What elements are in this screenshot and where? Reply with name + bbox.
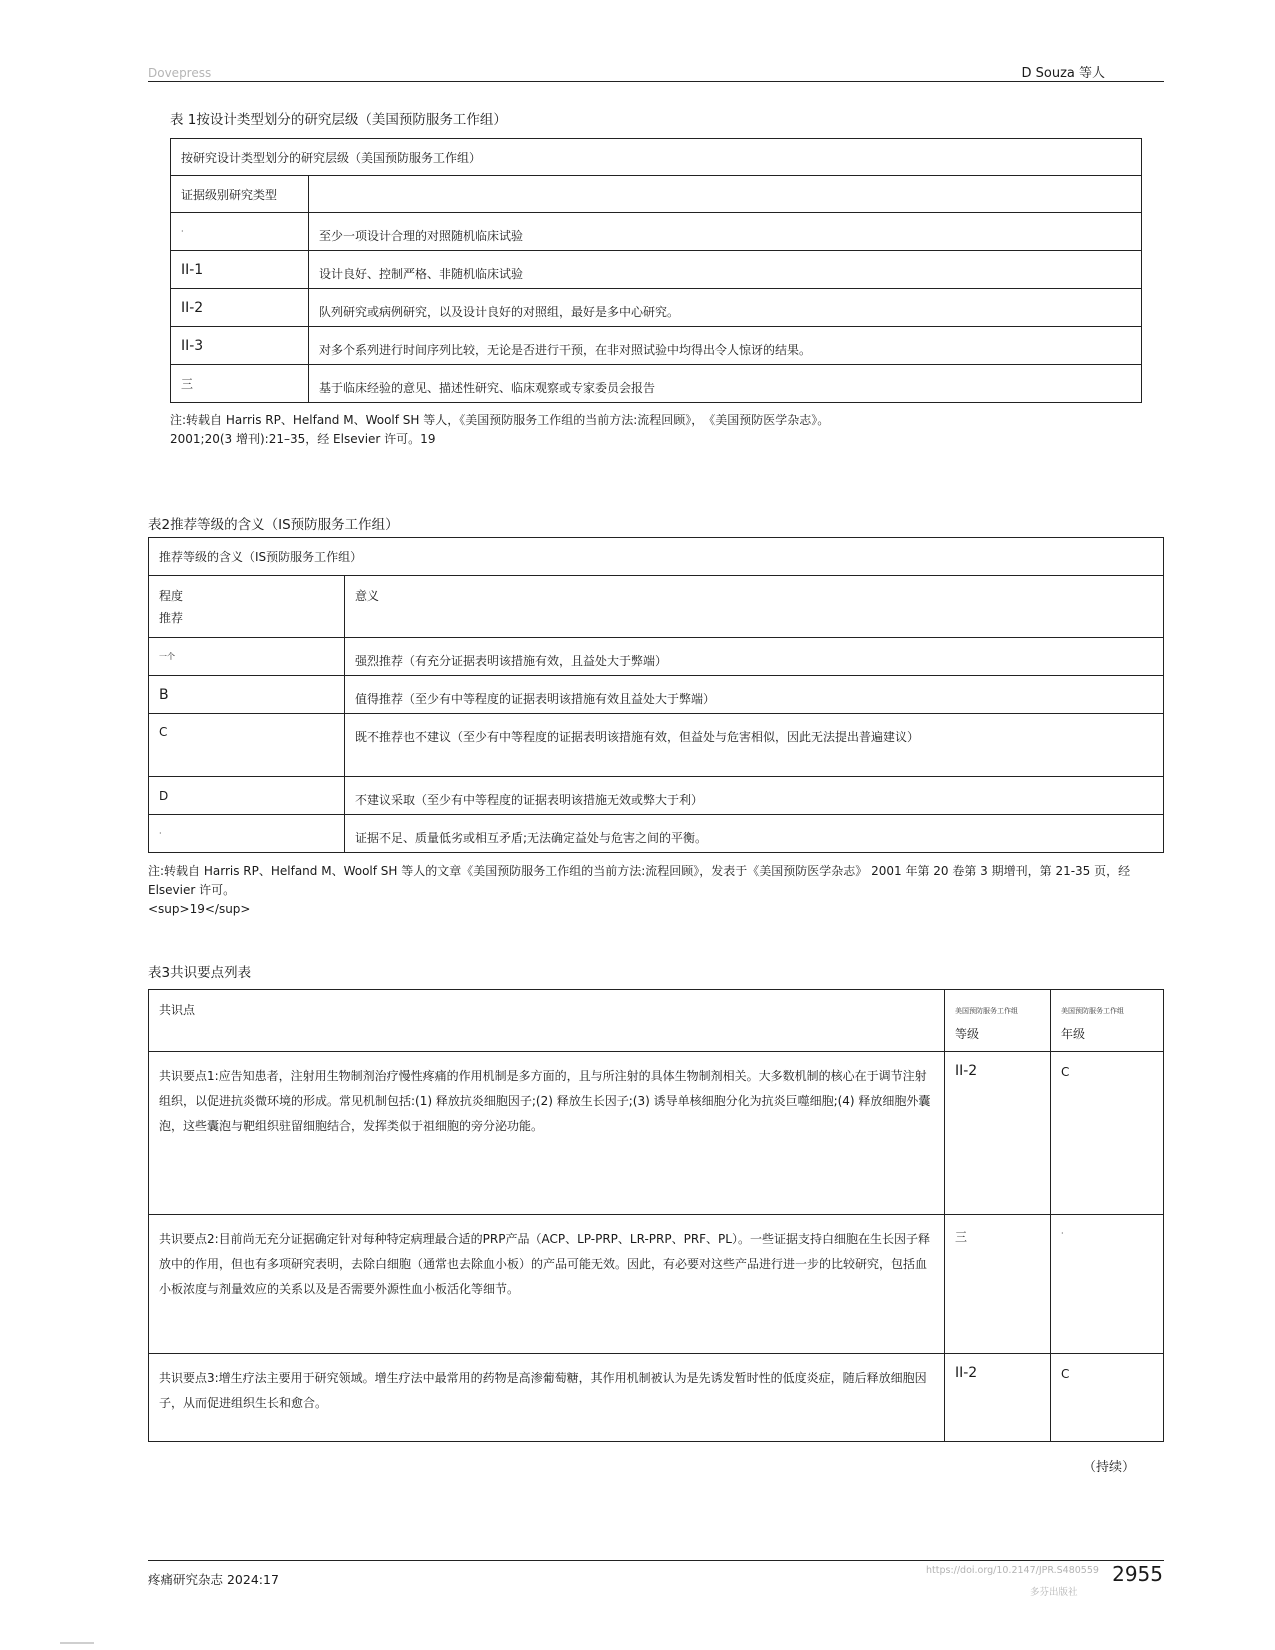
consensus-point-level: 三 — [945, 1215, 1051, 1354]
table2-title-row — [149, 538, 1164, 576]
table-row — [171, 251, 1142, 289]
corner-mark — [60, 1642, 94, 1644]
consensus-point-grade: C — [1051, 1354, 1164, 1442]
table1-title: 按研究设计类型划分的研究层级（美国预防服务工作组） — [171, 139, 1142, 176]
consensus-point-text: 共识要点1:应告知患者，注射用生物制剂治疗慢性疼痛的作用机制是多方面的，且与所注射的具体生物制剂相关。大多数机制的核心在于调节注射组织，以促进抗炎微环境的形成。常见机制包括:(1) 释放抗炎细胞因子;(2) 释放生长因子;(3) 诱导单核细胞分化为抗炎巨噬细胞;(4) 释放细胞外囊泡，这些囊泡与靶组织驻留细胞结合，发挥类似于祖细胞的旁分泌功能。 — [149, 1052, 945, 1215]
table2-note-line2: <sup>19</sup> — [148, 902, 251, 916]
table1 — [170, 138, 1142, 403]
table-row — [149, 1215, 1164, 1354]
consensus-point-level: II-2 — [945, 1052, 1051, 1215]
table1-note-line2: 2001;20(3 增刊):21–35，经 Elsevier 许可。19 — [170, 432, 436, 446]
table-row — [171, 213, 1142, 251]
table1-col-header-empty — [309, 176, 1142, 213]
study-type: 对多个系列进行时间序列比较，无论是否进行干预，在非对照试验中均得出令人惊讶的结果。 — [309, 327, 1142, 365]
table2-caption: 表2推荐等级的含义（IS预防服务工作组） — [148, 517, 399, 533]
table-row — [149, 815, 1164, 853]
table2-title: 推荐等级的含义（IS预防服务工作组） — [149, 538, 1164, 576]
recommendation-grade: D — [149, 777, 345, 815]
table-row — [171, 365, 1142, 403]
footer-rule — [148, 1560, 1164, 1561]
table3 — [148, 989, 1164, 1442]
study-type: 至少一项设计合理的对照随机临床试验 — [309, 213, 1142, 251]
evidence-level: 三 — [171, 365, 309, 403]
table1-header-row — [171, 176, 1142, 213]
table2-col-grade-line1: 程度 — [159, 588, 184, 603]
table3-header-row — [149, 990, 1164, 1052]
recommendation-meaning: 证据不足、质量低劣或相互矛盾;无法确定益处与危害之间的平衡。 — [345, 815, 1164, 853]
table3-col-level — [945, 990, 1051, 1052]
table3-col-level-label: 等级 — [955, 1027, 980, 1041]
table1-note-line1: 注:转载自 Harris RP、Helfand M、Woolf SH 等人，《美国预防服务工作组的当前方法:流程回顾》， 《美国预防医学杂志》。 — [170, 413, 830, 427]
recommendation-grade: C — [149, 714, 345, 777]
journal-brand: Dovepress — [148, 66, 212, 80]
recommendation-grade: 一个 — [149, 638, 345, 676]
table-row — [149, 638, 1164, 676]
table1-title-row — [171, 139, 1142, 176]
header-rule — [148, 81, 1164, 82]
running-authors: D Souza 等人 — [1021, 66, 1105, 81]
table3-col-level-org: 美国预防服务工作组 — [955, 1007, 1018, 1015]
journal-citation: 疼痛研究杂志 2024:17 — [148, 1572, 279, 1587]
table3-col-grade — [1051, 990, 1164, 1052]
table-continued: （持续） — [1083, 1460, 1136, 1475]
study-type: 队列研究或病例研究，以及设计良好的对照组，最好是多中心研究。 — [309, 289, 1142, 327]
table2 — [148, 537, 1164, 853]
table1-caption: 表 1按设计类型划分的研究层级（美国预防服务工作组） — [170, 112, 507, 128]
page-number: 2955 — [1112, 1562, 1163, 1586]
table2-col-meaning: 意义 — [345, 576, 1164, 638]
table-row — [149, 1354, 1164, 1442]
consensus-point-grade: · — [1051, 1215, 1164, 1354]
table-row — [149, 676, 1164, 714]
doi-link[interactable]: https://doi.org/10.2147/JPR.S480559 — [926, 1565, 1099, 1576]
evidence-level: II-1 — [171, 251, 309, 289]
consensus-point-text: 共识要点3:增生疗法主要用于研究领域。增生疗法中最常用的药物是高渗葡萄糖，其作用机制被认为是先诱发暂时性的低度炎症，随后释放细胞因子，从而促进组织生长和愈合。 — [149, 1354, 945, 1442]
recommendation-meaning: 不建议采取（至少有中等程度的证据表明该措施无效或弊大于利） — [345, 777, 1164, 815]
table-row — [171, 289, 1142, 327]
publisher: 多芬出版社 — [1030, 1587, 1078, 1598]
recommendation-grade: · — [149, 815, 345, 853]
table-row — [171, 327, 1142, 365]
table3-col-grade-label: 年级 — [1061, 1027, 1086, 1041]
recommendation-meaning: 值得推荐（至少有中等程度的证据表明该措施有效且益处大于弊端） — [345, 676, 1164, 714]
table2-header-row — [149, 576, 1164, 638]
table2-col-grade-line2: 推荐 — [159, 610, 184, 625]
table3-col-consensus: 共识点 — [149, 990, 945, 1052]
evidence-level: II-3 — [171, 327, 309, 365]
table-row — [149, 1052, 1164, 1215]
table-row — [149, 714, 1164, 777]
table1-col-header: 证据级别研究类型 — [171, 176, 309, 213]
consensus-point-grade: C — [1051, 1052, 1164, 1215]
recommendation-grade: B — [149, 676, 345, 714]
recommendation-meaning: 强烈推荐（有充分证据表明该措施有效，且益处大于弊端） — [345, 638, 1164, 676]
table2-note-line1: 注:转载自 Harris RP、Helfand M、Woolf SH 等人的文章《美国预防服务工作组的当前方法:流程回顾》，发表于《美国预防医学杂志》 2001 年第 20 卷第 3 期增刊，第 21-35 页，经 Elsevier 许可。 — [148, 864, 1131, 897]
table-row — [149, 777, 1164, 815]
evidence-level: · — [171, 213, 309, 251]
table3-caption: 表3共识要点列表 — [148, 965, 252, 981]
table1-note — [170, 411, 829, 449]
study-type: 基于临床经验的意见、描述性研究、临床观察或专家委员会报告 — [309, 365, 1142, 403]
table3-col-grade-org: 美国预防服务工作组 — [1061, 1007, 1124, 1015]
consensus-point-text: 共识要点2:目前尚无充分证据确定针对每种特定病理最合适的PRP产品（ACP、LP-PRP、LR-PRP、PRF、PL）。一些证据支持白细胞在生长因子释放中的作用，但也有多项研究表明，去除白细胞（通常也去除血小板）的产品可能无效。因此，有必要对这些产品进行进一步的比较研究，包括血小板浓度与剂量效应的关系以及是否需要外源性血小板活化等细节。 — [149, 1215, 945, 1354]
study-type: 设计良好、控制严格、非随机临床试验 — [309, 251, 1142, 289]
table2-note — [148, 862, 1168, 919]
recommendation-meaning: 既不推荐也不建议（至少有中等程度的证据表明该措施有效，但益处与危害相似，因此无法提出普遍建议） — [345, 714, 1164, 777]
consensus-point-level: II-2 — [945, 1354, 1051, 1442]
evidence-level: II-2 — [171, 289, 309, 327]
table2-col-grade — [149, 576, 345, 638]
